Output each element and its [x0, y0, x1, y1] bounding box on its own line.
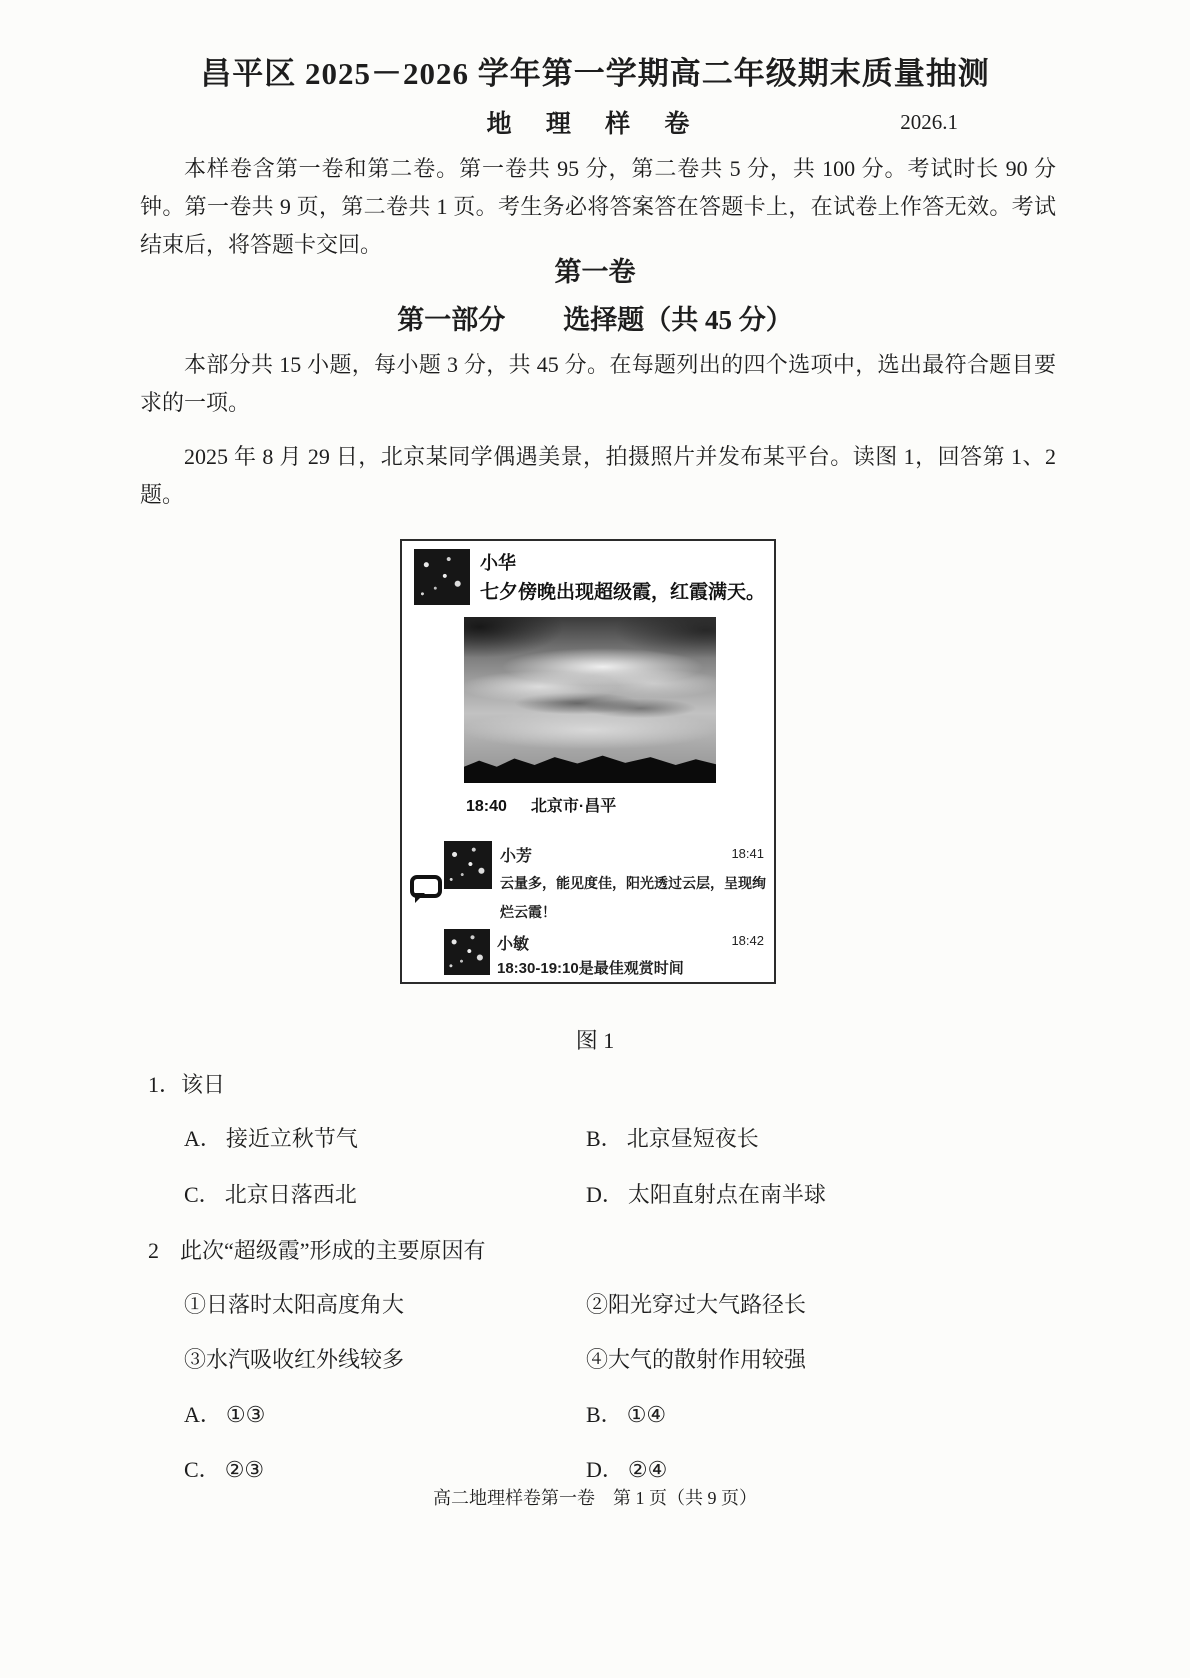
option-1b: B． 北京昼短夜长	[586, 1126, 759, 1151]
question-2-text: 此次“超级霞”形成的主要原因有	[180, 1238, 486, 1263]
statement-1: ①日落时太阳高度角大	[184, 1292, 405, 1317]
figure-1-social-post	[400, 539, 776, 984]
volume-title: 第一卷	[554, 257, 636, 287]
part-title	[0, 298, 1190, 337]
option-1d: D． 太阳直射点在南半球	[586, 1182, 826, 1207]
comment-1-avatar	[444, 841, 492, 889]
exam-date: 2026.1	[900, 110, 958, 134]
question-1-number: 1．	[148, 1072, 182, 1097]
comment-bubble-icon	[410, 875, 442, 898]
comment-2-author: 小敏	[497, 936, 530, 953]
post-location: 北京市·昌平	[530, 798, 617, 815]
post-author-name: 小华	[480, 553, 516, 573]
question-2-number: 2	[148, 1238, 159, 1263]
question-2-stem	[148, 1234, 1068, 1265]
post-content-text: 七夕傍晚出现超级霞，红霞满天。	[480, 582, 766, 603]
figure-1-caption: 图 1	[575, 1028, 615, 1053]
question-1-text: 该日	[181, 1072, 226, 1097]
exam-subtitle-row	[0, 104, 1190, 144]
part-label: 第一部分	[397, 305, 506, 335]
comment-2-avatar	[444, 929, 490, 975]
sunset-photo	[464, 617, 716, 783]
option-2b: B． ①④	[586, 1402, 667, 1427]
comment-1-time: 18:41	[731, 846, 764, 861]
treeline-silhouette	[464, 747, 716, 783]
post-meta	[466, 793, 616, 816]
part-name: 选择题（共 45 分）	[563, 305, 793, 335]
comment-1-author: 小芳	[500, 848, 533, 865]
statement-2: ②阳光穿过大气路径长	[586, 1292, 807, 1317]
comment-1-text: 云量多，能见度佳，阳光透过云层，呈现绚烂云霞！	[500, 875, 766, 920]
question-1-stem	[148, 1068, 1068, 1099]
exam-subject-title: 地 理 样 卷	[486, 111, 704, 138]
option-1a: A． 接近立秋节气	[184, 1126, 358, 1151]
comment-2-time: 18:42	[731, 933, 764, 948]
option-2d: D． ②④	[586, 1457, 668, 1482]
comment-2-text: 18:30-19:10是最佳观赏时间	[497, 960, 684, 977]
question-stimulus: 2025 年 8 月 29 日，北京某同学偶遇美景，拍摄照片并发布某平台。读图 1，回答第 1、2 题。	[140, 444, 1056, 507]
post-author-avatar	[414, 549, 470, 605]
post-time: 18:40	[466, 798, 507, 815]
option-2c: C． ②③	[184, 1457, 265, 1482]
part-description: 本部分共 15 小题，每小题 3 分，共 45 分。在每题列出的四个选项中，选出最符合题目要求的一项。	[140, 352, 1056, 415]
statement-3: ③水汽吸收红外线较多	[184, 1347, 405, 1372]
statement-4: ④大气的散射作用较强	[586, 1347, 807, 1372]
option-2a: A． ①③	[184, 1402, 266, 1427]
page-footer: 高二地理样卷第一卷 第 1 页（共 9 页）	[433, 1488, 757, 1508]
exam-instructions: 本样卷含第一卷和第二卷。第一卷共 95 分，第二卷共 5 分，共 100 分。考试时长 90 分钟。第一卷共 9 页，第二卷共 1 页。考生务必将答案答在答题卡上，在试卷上作答无效。考试结束后，将答题卡交回。	[140, 156, 1056, 257]
option-1c: C． 北京日落西北	[184, 1182, 357, 1207]
exam-title: 昌平区 2025－2026 学年第一学期高二年级期末质量抽测	[200, 56, 990, 91]
